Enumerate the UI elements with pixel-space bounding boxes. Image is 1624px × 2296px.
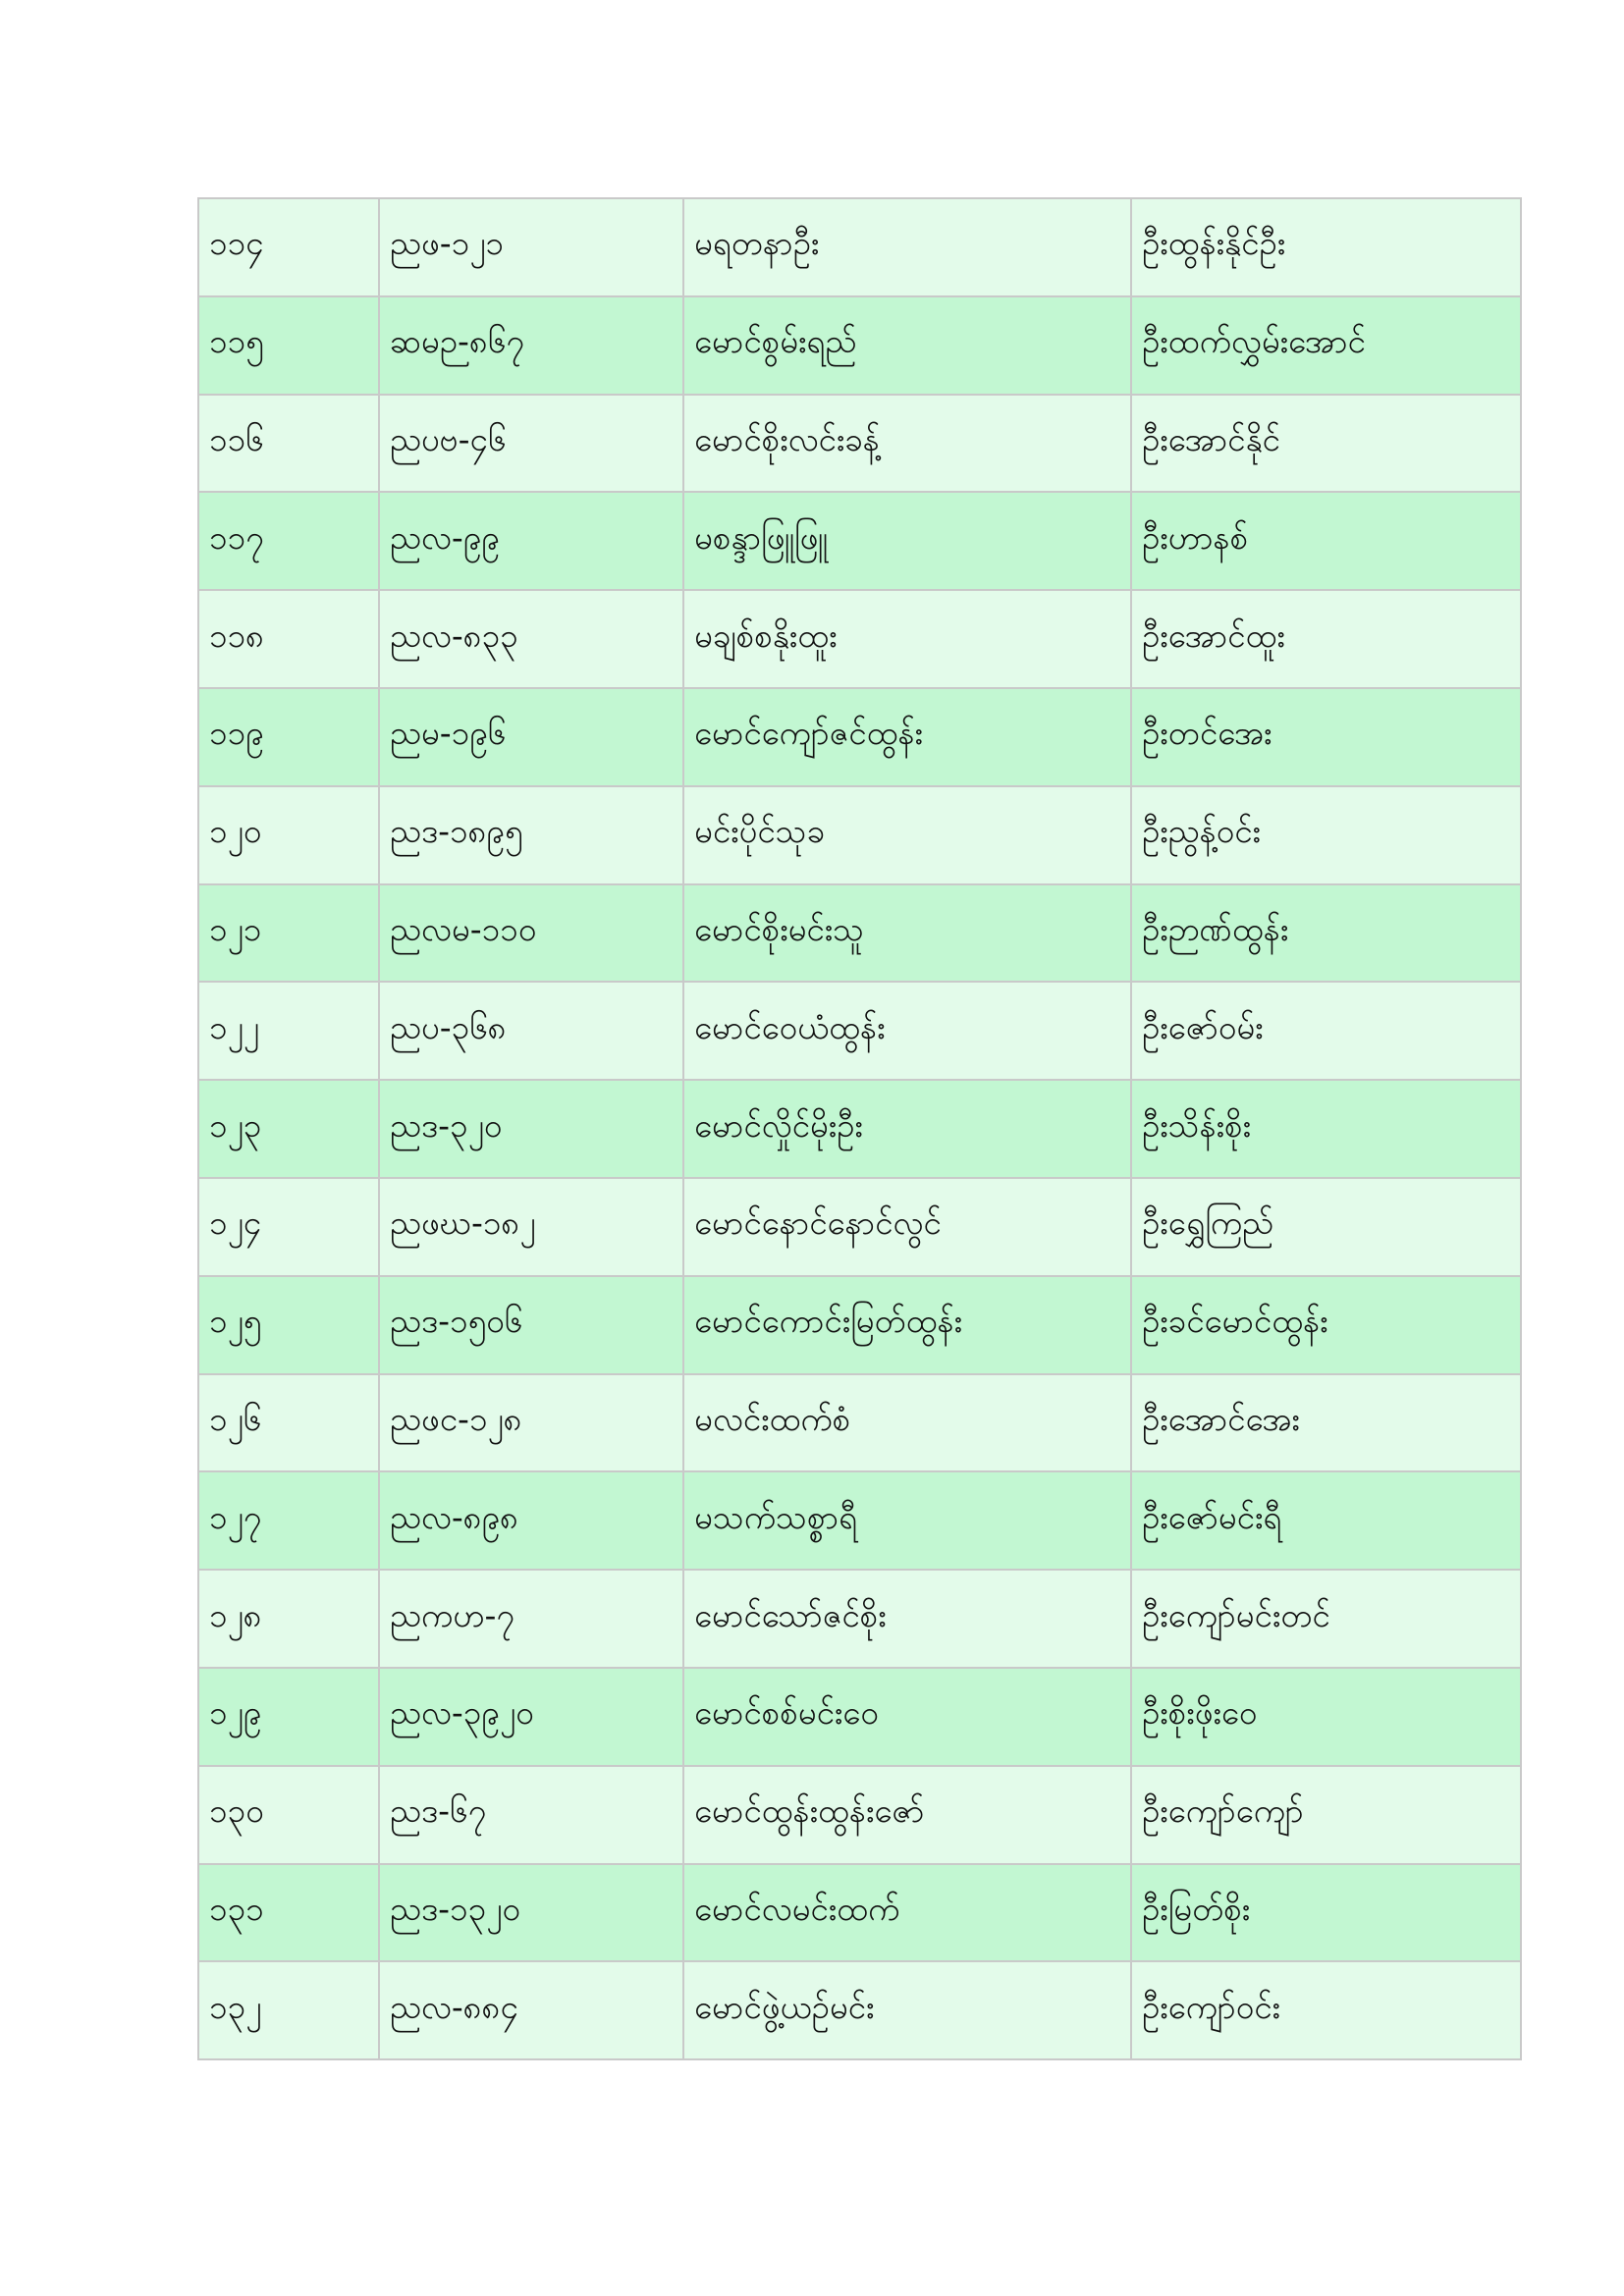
- student-name: မောင်ဖွဲ့ယဉ်မင်း: [683, 1961, 1131, 2059]
- student-name: မင်းပိုင်သုခ: [683, 786, 1131, 884]
- registration-number: ညလ-၈၃၃: [379, 590, 683, 688]
- table-row: [198, 296, 1521, 395]
- student-name: မလင်းထက်စံ: [683, 1374, 1131, 1472]
- student-name: မောင်စွမ်းရည်: [683, 296, 1131, 395]
- student-name: မောင်စိုးလင်းခန့်: [683, 395, 1131, 493]
- registration-number: ဆမဉ-၈၆၇: [379, 296, 683, 395]
- table-row: [198, 1178, 1521, 1276]
- row-number: ၁၁၉: [198, 688, 379, 786]
- student-name: မရတနာဦး: [683, 198, 1131, 296]
- registration-number: ညဒ-၁၈၉၅: [379, 786, 683, 884]
- registration-number: ညဒ-၃၂၀: [379, 1080, 683, 1178]
- registration-number: ညလ-၃၉၂၀: [379, 1668, 683, 1766]
- registration-number: ညကဟ-၇: [379, 1570, 683, 1668]
- registration-number: ညဒ-၆၇: [379, 1766, 683, 1864]
- row-number: ၁၂၈: [198, 1570, 379, 1668]
- student-name: မစန္ဒာဖြူဖြူ: [683, 492, 1131, 590]
- father-name: ဦးခင်မောင်ထွန်း: [1131, 1276, 1521, 1374]
- father-name: ဦးဟာနစ်: [1131, 492, 1521, 590]
- registration-number: ညမ-၁၉၆: [379, 688, 683, 786]
- father-name: ဦးထွန်းနိုင်ဦး: [1131, 198, 1521, 296]
- table-row: [198, 786, 1521, 884]
- table-row: [198, 1668, 1521, 1766]
- student-name: မသက်သစ္စာရီ: [683, 1471, 1131, 1570]
- row-number: ၁၂၁: [198, 884, 379, 983]
- row-number: ၁၂၇: [198, 1471, 379, 1570]
- row-number: ၁၁၄: [198, 198, 379, 296]
- row-number: ၁၂၄: [198, 1178, 379, 1276]
- row-number: ၁၂၉: [198, 1668, 379, 1766]
- father-name: ဦးတင်အေး: [1131, 688, 1521, 786]
- father-name: ဦးထက်လွှမ်းအောင်: [1131, 296, 1521, 395]
- row-number: ၁၃၀: [198, 1766, 379, 1864]
- table-row: [198, 1374, 1521, 1472]
- registration-number: ညပဗ-၄၆: [379, 395, 683, 493]
- row-number: ၁၂၀: [198, 786, 379, 884]
- row-number: ၁၁၇: [198, 492, 379, 590]
- registration-number: ညလ-၈၈၄: [379, 1961, 683, 2059]
- father-name: ဦးရွှေကြည်: [1131, 1178, 1521, 1276]
- father-name: ဦးအောင်နိုင်: [1131, 395, 1521, 493]
- student-name: မချစ်စနိုးထူး: [683, 590, 1131, 688]
- row-number: ၁၁၈: [198, 590, 379, 688]
- registration-number: ညဒ-၁၃၂၀: [379, 1864, 683, 1962]
- student-name: မောင်ကောင်းမြတ်ထွန်း: [683, 1276, 1131, 1374]
- student-name: မောင်ဝေယံထွန်း: [683, 982, 1131, 1080]
- row-number: ၁၂၃: [198, 1080, 379, 1178]
- student-name: မောင်စစ်မင်းဝေ: [683, 1668, 1131, 1766]
- registration-number: ညပ-၃၆၈: [379, 982, 683, 1080]
- father-name: ဦးစိုးဖိုးဝေ: [1131, 1668, 1521, 1766]
- student-name: မောင်ထွန်းထွန်းဇော်: [683, 1766, 1131, 1864]
- table-row: [198, 198, 1521, 296]
- row-number: ၁၂၂: [198, 982, 379, 1080]
- table-row: [198, 1570, 1521, 1668]
- registration-number: ညဖဃ-၁၈၂: [379, 1178, 683, 1276]
- father-name: ဦးညွန့်ဝင်း: [1131, 786, 1521, 884]
- student-name: မောင်စိုးမင်းသူ: [683, 884, 1131, 983]
- table-row: [198, 1471, 1521, 1570]
- table-row: [198, 492, 1521, 590]
- table-row: [198, 395, 1521, 493]
- row-number: ၁၁၅: [198, 296, 379, 395]
- table-row: [198, 590, 1521, 688]
- table-row: [198, 1961, 1521, 2059]
- row-number: ၁၃၂: [198, 1961, 379, 2059]
- row-number: ၁၂၅: [198, 1276, 379, 1374]
- table-row: [198, 1276, 1521, 1374]
- student-name: မောင်နောင်နောင်လွင်: [683, 1178, 1131, 1276]
- registration-number: ညဒ-၁၅၀၆: [379, 1276, 683, 1374]
- registration-number: ညလမ-၁၁၀: [379, 884, 683, 983]
- father-name: ဦးဇော်ဝမ်း: [1131, 982, 1521, 1080]
- table-row: [198, 982, 1521, 1080]
- father-name: ဦးသိန်းစိုး: [1131, 1080, 1521, 1178]
- father-name: ဦးဉာဏ်ထွန်း: [1131, 884, 1521, 983]
- table-row: [198, 688, 1521, 786]
- student-name: မောင်ကျော်ဇင်ထွန်း: [683, 688, 1131, 786]
- table-row: [198, 884, 1521, 983]
- student-name: မောင်လမင်းထက်: [683, 1864, 1131, 1962]
- father-name: ဦးအောင်ထူး: [1131, 590, 1521, 688]
- row-number: ၁၂၆: [198, 1374, 379, 1472]
- records-table: [197, 197, 1522, 2060]
- registration-number: ညဖင-၁၂၈: [379, 1374, 683, 1472]
- student-name: မောင်လှိုင်မိုးဦး: [683, 1080, 1131, 1178]
- registration-number: ညဖ-၁၂၁: [379, 198, 683, 296]
- row-number: ၁၁၆: [198, 395, 379, 493]
- registration-number: ညလ-၉၉: [379, 492, 683, 590]
- father-name: ဦးမြတ်စိုး: [1131, 1864, 1521, 1962]
- father-name: ဦးဇော်မင်းရီ: [1131, 1471, 1521, 1570]
- registration-number: ညလ-၈၉၈: [379, 1471, 683, 1570]
- row-number: ၁၃၁: [198, 1864, 379, 1962]
- father-name: ဦးအောင်အေး: [1131, 1374, 1521, 1472]
- father-name: ဦးကျော်ကျော်: [1131, 1766, 1521, 1864]
- father-name: ဦးကျော်ဝင်း: [1131, 1961, 1521, 2059]
- table-row: [198, 1080, 1521, 1178]
- records-table-body: [198, 198, 1521, 2059]
- table-row: [198, 1864, 1521, 1962]
- father-name: ဦးကျော်မင်းတင်: [1131, 1570, 1521, 1668]
- table-row: [198, 1766, 1521, 1864]
- student-name: မောင်သော်ဇင်စိုး: [683, 1570, 1131, 1668]
